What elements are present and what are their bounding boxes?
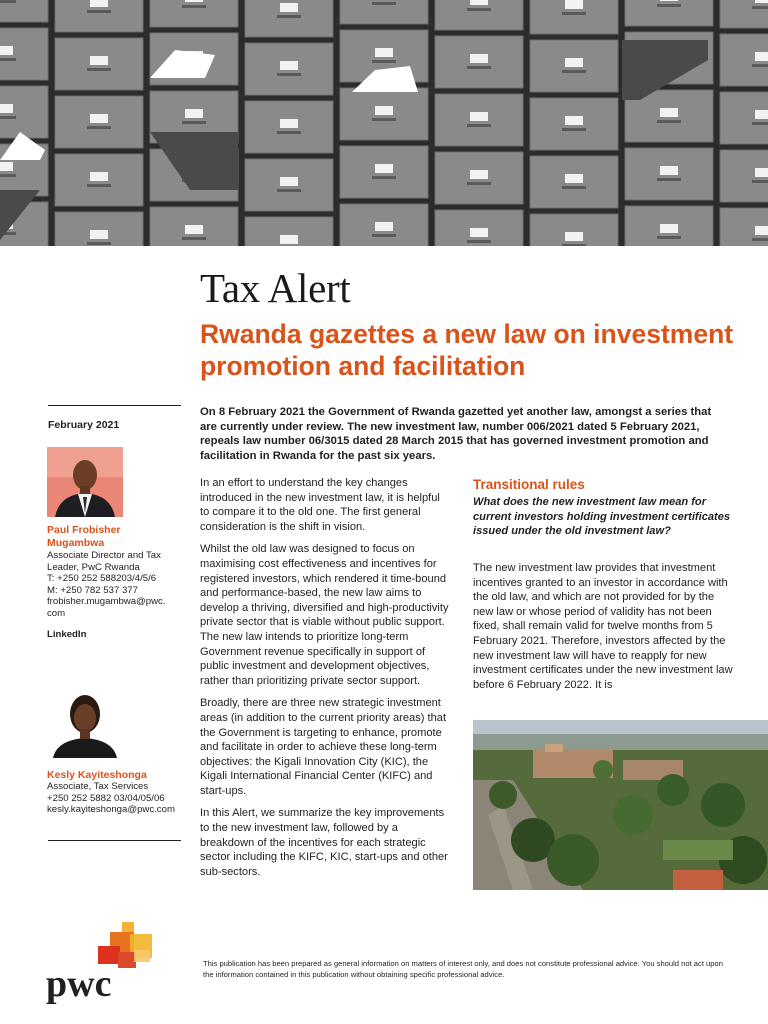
drawer-label: [565, 0, 583, 9]
contact-mobile: M: +250 782 537 377: [47, 584, 138, 596]
pwc-wordmark: pwc: [46, 963, 112, 1004]
drawer-label: [90, 114, 108, 123]
drawer-label: [90, 0, 108, 7]
drawer-label: [755, 110, 768, 119]
section-question: What does the new investment law mean for current investors holding investment certificates issued under the old investment law?: [473, 496, 731, 538]
drawer-label: [280, 119, 298, 128]
drawer-handle: [752, 64, 768, 67]
drawer-label: [375, 164, 393, 173]
drawer: [720, 0, 768, 28]
body-paragraph: In this Alert, we summarize the key improvements to the new investment law, followed by a breakdown of the incentives for each strategic sector including the KIFC, KIC, start-ups and other sub-sectors.: [200, 807, 448, 878]
drawer-label: [470, 228, 488, 237]
drawer-handle: [657, 178, 681, 181]
headline: Rwanda gazettes a new law on investment promotion and facilitation: [200, 319, 734, 381]
drawer: [625, 0, 713, 26]
drawer-label: [375, 106, 393, 115]
drawer-handle: [87, 10, 111, 13]
kigali-city-photo: [473, 720, 768, 890]
header-banner-image: [0, 0, 768, 246]
drawer: [530, 214, 618, 246]
document-type-title: Tax Alert: [200, 265, 351, 311]
drawer-handle: [277, 131, 301, 134]
drawer-label: [90, 172, 108, 181]
drawer-label: [0, 46, 13, 55]
drawer-handle: [562, 128, 586, 131]
divider: [48, 405, 181, 406]
contact-line: Associate, Tax Services: [47, 781, 149, 792]
drawer-handle: [372, 2, 396, 5]
drawer: [0, 0, 48, 22]
contact-details: [47, 781, 197, 816]
body-column-2: [473, 561, 735, 700]
contact-line: Associate Director and Tax: [47, 550, 161, 561]
drawer-label: [280, 177, 298, 186]
drawer-handle: [657, 236, 681, 239]
drawer-label: [470, 54, 488, 63]
contact-email-link[interactable]: com: [47, 607, 66, 619]
drawer-label: [660, 166, 678, 175]
drawer-label: [565, 232, 583, 241]
body-paragraph: Whilst the old law was designed to focus on maximising cost effectiveness and incentives for registered investors, which rendered it time-bound and performance-based, the new law aims to develop a thriving, diversified and high-productivity private sector that is viable without public support. The new law intends to prioritize long-term Government revenue specifically in support of public investment and development objectives, rather than prioritizing private sector support.: [200, 543, 449, 687]
drawer-handle: [467, 182, 491, 185]
lead-paragraph: On 8 February 2021 the Government of Rwanda gazetted yet another law, amongst a series that are currently under review. The new investment law, number 006/2021 dated 5 February 2021, repeals law number 06/3015 dated 28 March 2015 that has governed investment promotion and facilitation in Rwanda for the past six years.: [200, 406, 712, 462]
contact-phone: +250 252 5882 03/04/05/06: [47, 792, 165, 804]
body-column-1: [200, 476, 452, 887]
drawer-handle: [182, 237, 206, 240]
body-paragraph: Broadly, there are three new strategic investment areas (in addition to the current priority areas) that the Government is targeting to enhance, promote and facilitate in order to achieve these long-term objectives: the Kigali Innovation City (KIC), the Kigali International Financial Center (KIFC) and start-ups.: [200, 697, 447, 797]
drawer-handle: [277, 189, 301, 192]
drawer-label: [280, 235, 298, 244]
drawer-handle: [657, 4, 681, 7]
drawer-label: [755, 52, 768, 61]
drawer-label: [0, 104, 13, 113]
drawer-label: [660, 108, 678, 117]
drawer-label: [660, 224, 678, 233]
drawer-label: [660, 0, 678, 1]
drawer-handle: [87, 126, 111, 129]
drawer-handle: [87, 184, 111, 187]
body-paragraph: In an effort to understand the key changes introduced in the new investment law, it is helpful to compare it to the old one. The first general consideration is the shift in vision.: [200, 477, 440, 533]
drawer-handle: [372, 118, 396, 121]
drawer-handle: [0, 174, 16, 177]
drawer-label: [0, 162, 13, 171]
drawer-handle: [277, 15, 301, 18]
drawer: [55, 212, 143, 246]
publication-date: February 2021: [48, 419, 120, 431]
drawer-handle: [87, 68, 111, 71]
contact-photo-kesly: [47, 690, 123, 758]
drawer-label: [470, 0, 488, 5]
drawer-label: [185, 225, 203, 234]
pwc-logo: [44, 920, 164, 1004]
drawer-handle: [372, 176, 396, 179]
drawer-label: [755, 0, 768, 3]
drawer-handle: [467, 240, 491, 243]
drawer-handle: [0, 116, 16, 119]
drawer-handle: [277, 73, 301, 76]
drawer-handle: [562, 12, 586, 15]
drawer-label: [280, 3, 298, 12]
contact-phone: T: +250 252 588203/4/5/6: [47, 573, 157, 584]
drawer-label: [755, 226, 768, 235]
contact-name: Paul Frobisher Mugambwa: [47, 524, 121, 549]
drawer-handle: [467, 8, 491, 11]
drawer-handle: [372, 60, 396, 63]
drawer-handle: [0, 0, 16, 3]
drawer-label: [375, 48, 393, 57]
contact-photo-paul: [47, 447, 123, 517]
contact-name: Kesly Kayiteshonga: [47, 769, 147, 781]
drawer-handle: [752, 6, 768, 9]
drawer-handle: [0, 58, 16, 61]
drawer-label: [470, 112, 488, 121]
drawer-handle: [657, 120, 681, 123]
drawer-handle: [562, 244, 586, 246]
drawer-label: [90, 230, 108, 239]
drawer-handle: [467, 66, 491, 69]
contact-email-link[interactable]: kesly.kayiteshonga@pwc.com: [47, 804, 175, 815]
drawer-label: [565, 116, 583, 125]
section-heading: Transitional rules: [473, 477, 585, 492]
drawer-handle: [467, 124, 491, 127]
drawer-handle: [87, 242, 111, 245]
drawer-label: [565, 174, 583, 183]
drawer-handle: [752, 238, 768, 241]
drawer-label: [565, 58, 583, 67]
drawer-handle: [182, 5, 206, 8]
drawer-label: [185, 109, 203, 118]
drawer-label: [755, 168, 768, 177]
drawer-label: [185, 0, 203, 2]
drawer-handle: [752, 122, 768, 125]
divider: [48, 840, 181, 841]
contact-email-link[interactable]: frobisher.mugambwa@pwc.: [47, 596, 166, 607]
linkedin-link[interactable]: LinkedIn: [47, 629, 87, 640]
drawer-handle: [562, 70, 586, 73]
drawer: [150, 0, 238, 27]
contact-line: Leader, PwC Rwanda: [47, 561, 140, 573]
drawer-handle: [752, 180, 768, 183]
disclaimer: This publication has been prepared as general information on matters of interest only, and does not constitute professional advice. You should not act upon the information contained in this publication without obtaining specific professional advice.: [203, 959, 723, 979]
drawer-handle: [562, 186, 586, 189]
drawer-label: [470, 170, 488, 179]
drawer-handle: [372, 234, 396, 237]
drawer-label: [375, 222, 393, 231]
drawer-label: [90, 56, 108, 65]
contact-details: [47, 550, 187, 619]
body-paragraph: The new investment law provides that investment incentives granted to an investor in accordance with the old law, and which are not provided for by the new law or whose period of validity has not been fixed, shall remain valid for twelve months from 5 February 2021. Therefore, investors affected by the new investment law will have to reapply for new investment certificates under the new investment law before 6 February 2022. It is: [473, 562, 733, 691]
drawer-label: [280, 61, 298, 70]
drawer-handle: [182, 121, 206, 124]
